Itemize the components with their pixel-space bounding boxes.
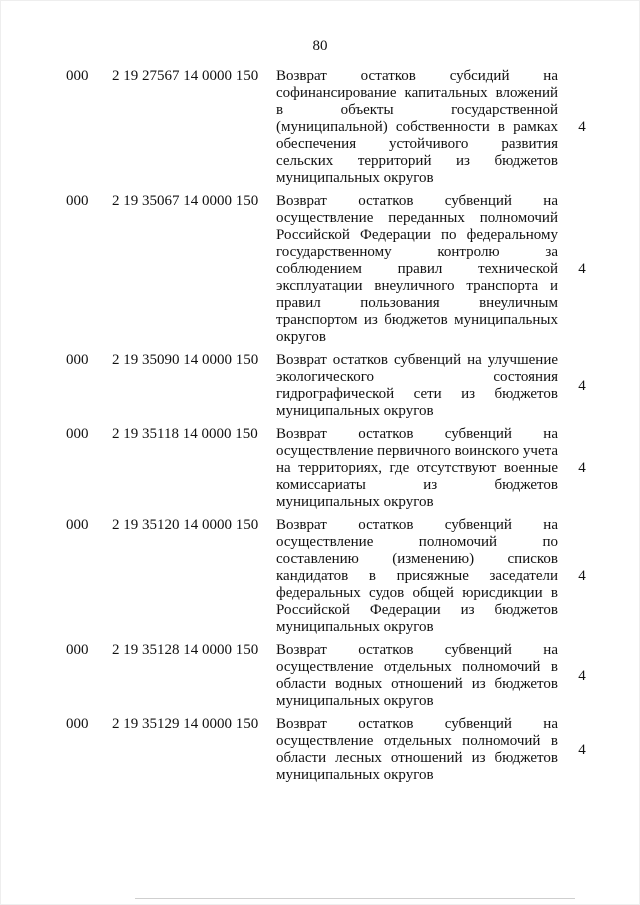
income-name: Возврат остатков субвенций на осуществление переданных полномочий Российской Федерации по федеральному государственному контролю за соблюдением правил технической эксплуатации внеуличного транспорта и правил пользования внеуличным транспортом из бюджетов муниципальных округов <box>276 193 558 345</box>
budget-classification-code: 2 19 35090 14 0000 150 <box>112 352 259 368</box>
row-value: 4 <box>578 568 586 584</box>
table-row <box>66 517 606 636</box>
budget-code-table <box>66 68 606 784</box>
table-row <box>66 716 606 784</box>
income-name: Возврат остатков субвенций на осуществление первичного воинского учета на территориях, где отсутствуют военные комиссариаты из бюджетов муниципальных округов <box>276 426 558 510</box>
table-row <box>66 193 606 346</box>
budget-classification-code: 2 19 35129 14 0000 150 <box>112 716 259 732</box>
scan-edge-line <box>135 898 575 899</box>
income-name: Возврат остатков субсидий на софинансирование капитальных вложений в объекты государственной (муниципальной) собственности в рамках обеспечения устойчивого развития сельских территорий из бюджетов муниципальных округов <box>276 68 558 186</box>
row-value: 4 <box>578 667 586 684</box>
admin-code: 000 <box>66 642 89 658</box>
admin-code: 000 <box>66 716 89 732</box>
income-name: Возврат остатков субвенций на осуществление отдельных полномочий в области водных отношений из бюджетов муниципальных округов <box>276 642 558 709</box>
admin-code: 000 <box>66 517 89 533</box>
income-name: Возврат остатков субвенций на осуществление отдельных полномочий в области лесных отношений из бюджетов муниципальных округов <box>276 716 558 783</box>
budget-classification-code: 2 19 35120 14 0000 150 <box>112 517 259 533</box>
budget-classification-code: 2 19 27567 14 0000 150 <box>112 68 259 84</box>
row-value: 4 <box>578 261 586 277</box>
budget-classification-code: 2 19 35128 14 0000 150 <box>112 642 259 658</box>
table-row <box>66 68 606 187</box>
admin-code: 000 <box>66 352 89 368</box>
admin-code: 000 <box>66 193 89 209</box>
admin-code: 000 <box>66 68 89 84</box>
table-row <box>66 352 606 420</box>
income-name: Возврат остатков субвенций на улучшение экологического состояния гидрографической сети из бюджетов муниципальных округов <box>276 352 558 419</box>
row-value: 4 <box>578 460 586 476</box>
budget-classification-code: 2 19 35118 14 0000 150 <box>112 426 258 442</box>
row-value: 4 <box>578 377 586 394</box>
table-row <box>66 426 606 511</box>
row-value: 4 <box>578 741 586 758</box>
row-value: 4 <box>578 119 586 135</box>
budget-classification-code: 2 19 35067 14 0000 150 <box>112 193 259 209</box>
income-name: Возврат остатков субвенций на осуществление полномочий по составлению (изменению) списков кандидатов в присяжные заседатели федеральных судов общей юрисдикции в Российской Федерации из бюджетов муниципальных округов <box>276 517 558 635</box>
table-row <box>66 642 606 710</box>
page-number: 80 <box>312 38 328 54</box>
admin-code: 000 <box>66 426 89 442</box>
